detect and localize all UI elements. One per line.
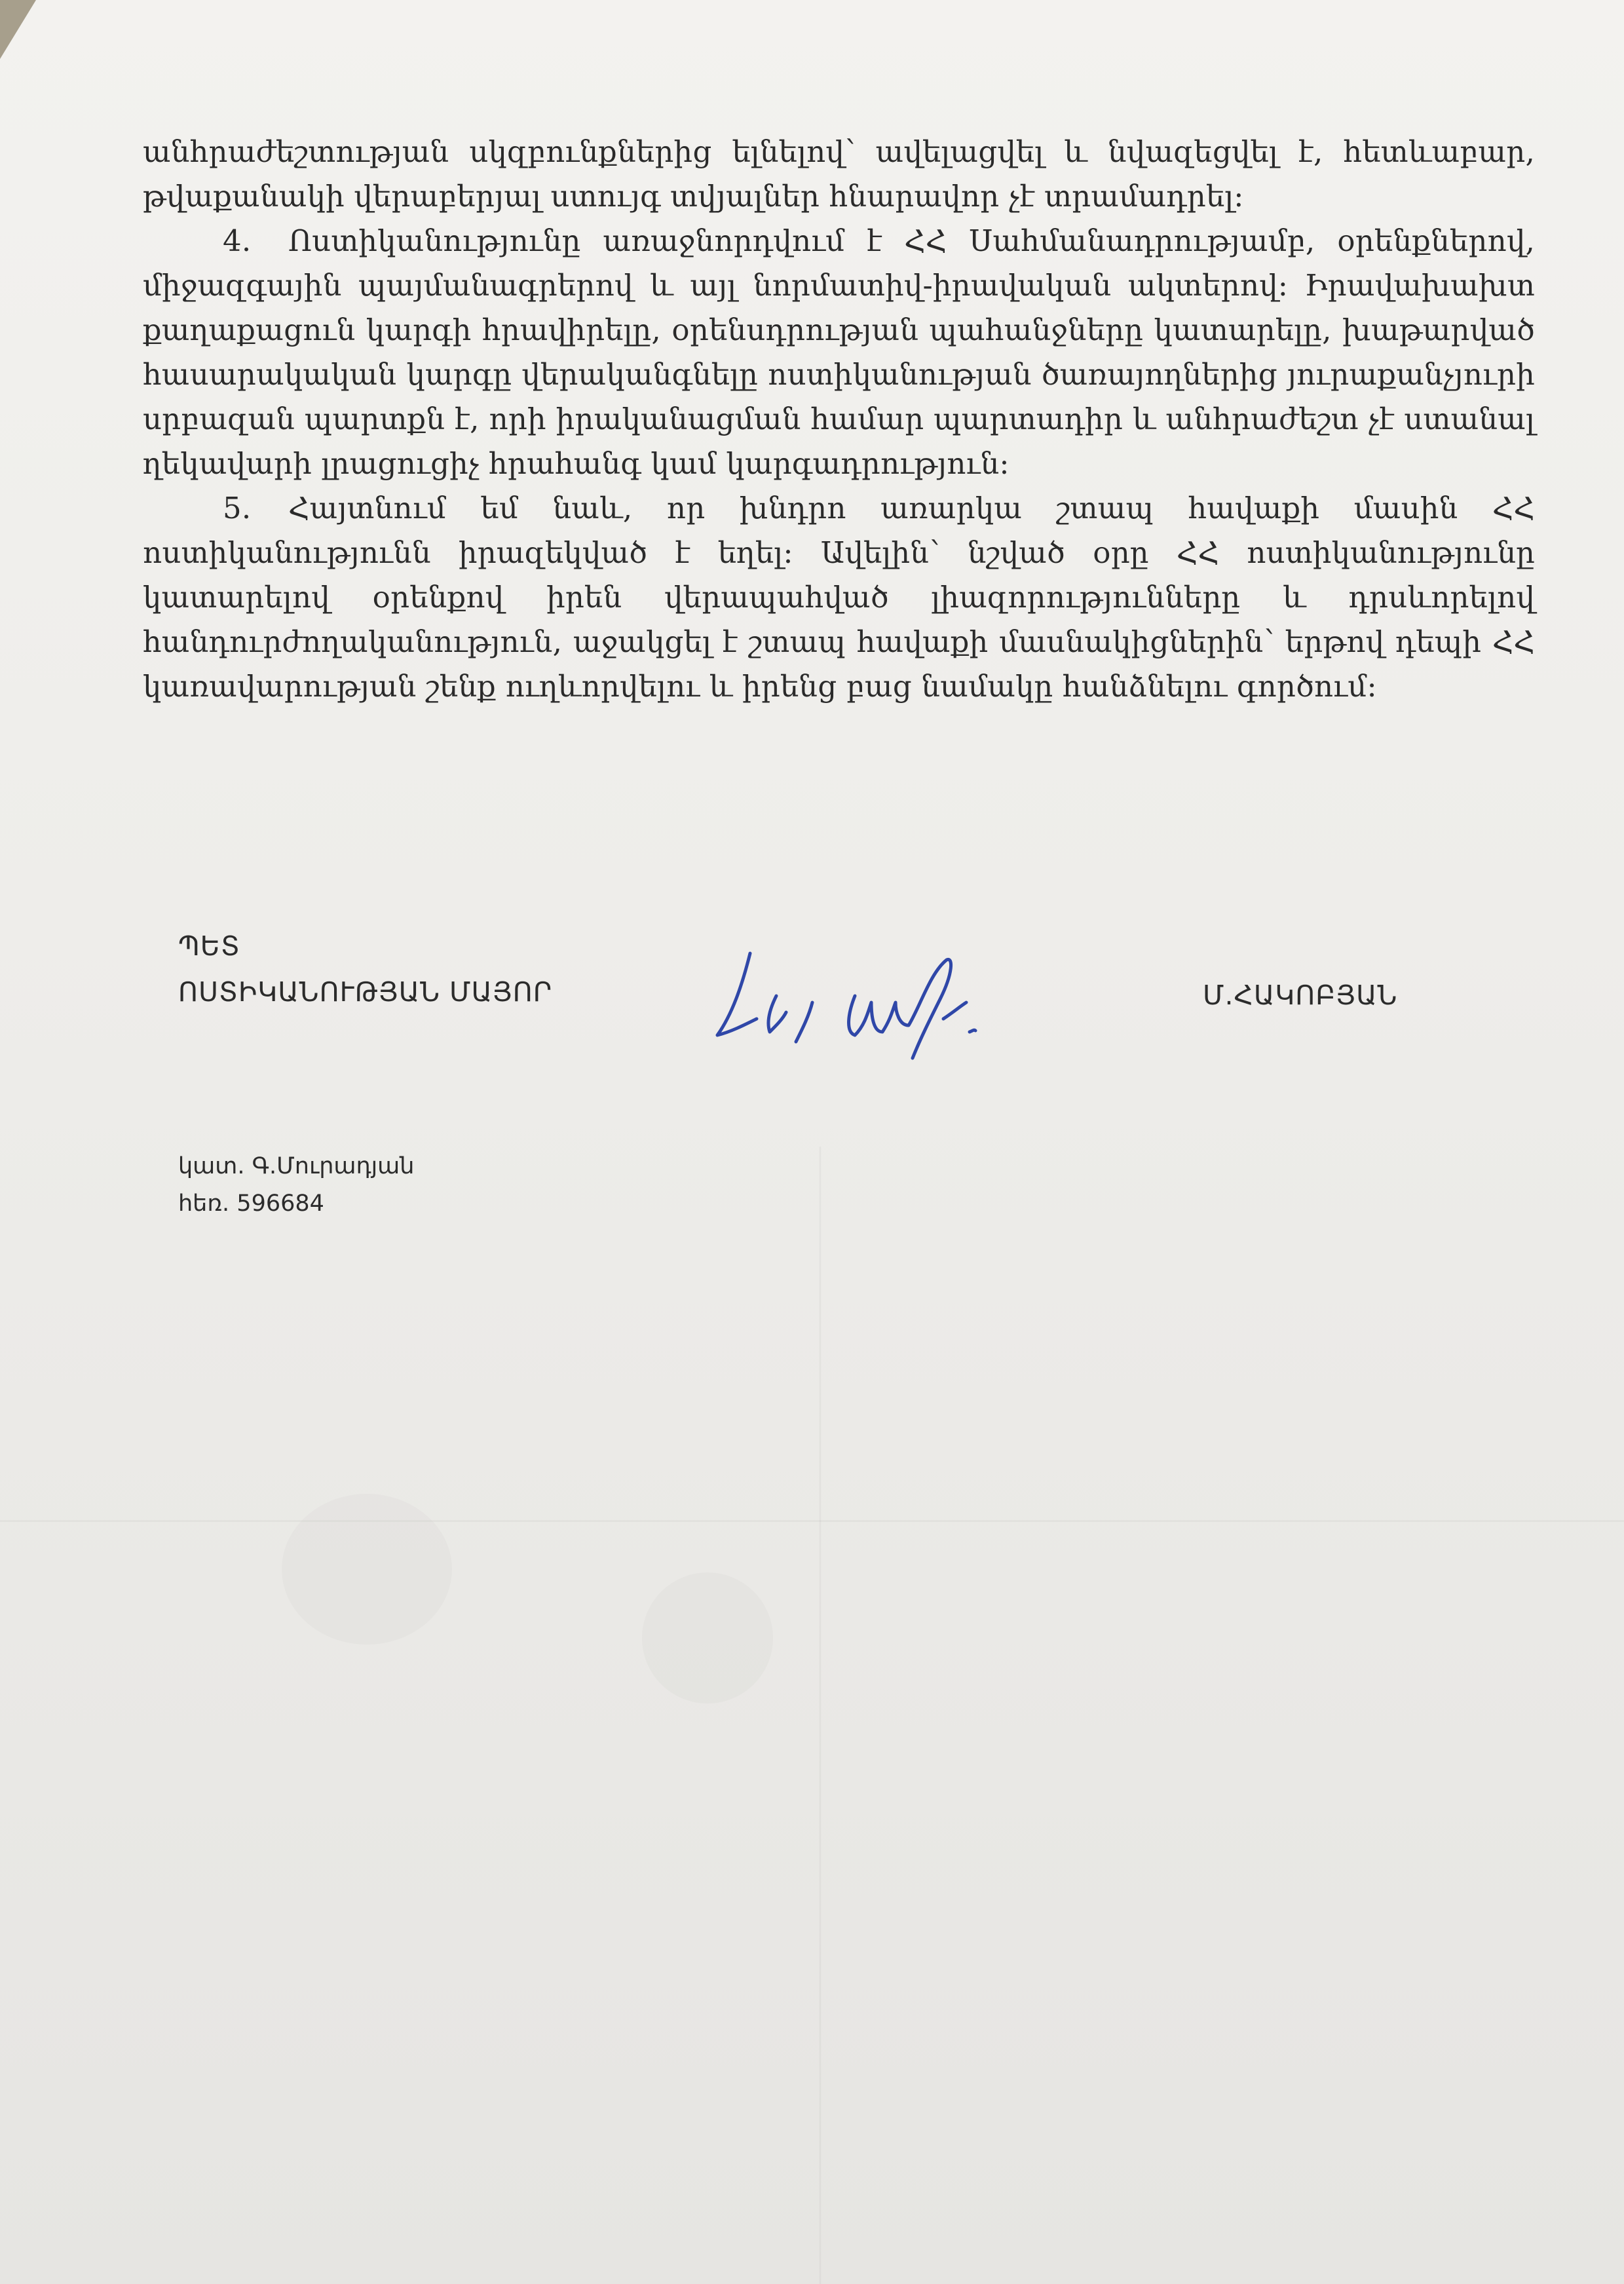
bleed-through-shadow (282, 1494, 452, 1645)
handwritten-signature (704, 927, 1045, 1071)
paragraph-text: անհրաժեշտության սկզբունքներից ելնելով՝ ավելացվել և նվազեցվել է, հետևաբար, թվաքանակի վերաբերյալ ստույգ տվյալներ հնարավոր չէ տրամադրել: (143, 134, 1535, 214)
bleed-through-shadow (642, 1572, 773, 1703)
paragraph-number: 5. (223, 491, 252, 525)
paragraph-4 (143, 219, 1535, 486)
paragraph-text: Ոստիկանությունը առաջնորդվում է ՀՀ Սահմանադրությամբ, օրենքներով, միջազգային պայմանագրերով և այլ նորմատիվ-իրավական ակտերով: Իրավախախտ քաղաքացուն կարգի հրավիրելը, օրենսդրության պահանջները կատարելը, խաթարված հասարակական կարգը վերականգնելը ոստիկանության ծառայողներից յուրաքանչյուրի սրբազան պարտքն է, որի իրականացման համար պարտադիր և անհրաժեշտ չէ ստանալ ղեկավարի լրացուցիչ հրահանգ կամ կարգադրություն: (143, 223, 1535, 481)
executor-name: կատ. Գ.Մուրադյան (178, 1153, 415, 1179)
paper-fold-line (819, 1147, 821, 2284)
paragraph-text: Հայտնում եմ նաև, որ խնդրո առարկա շտապ հավաքի մասին ՀՀ ոստիկանությունն իրազեկված է եղել: Ավելին՝ նշված օրը ՀՀ ոստիկանությունը կատարելով օրենքով իրեն վերապահված լիազորությունները և դրսևորելով հանդուրժողականություն, աջակցել է շտապ հավաքի մասնակիցներին՝ երթով դեպի ՀՀ կառավարության շենք ուղևորվելու և իրենց բաց նամակը հանձնելու գործում: (143, 491, 1535, 704)
document-body (143, 130, 1535, 709)
executor-phone: հեռ. 596684 (178, 1190, 324, 1217)
paper-fold-line-horizontal (0, 1520, 1624, 1522)
page-corner-shadow (0, 0, 36, 59)
signer-name: Մ.ՀԱԿՈԲՅԱՆ (1203, 980, 1398, 1011)
paragraph-continued (143, 130, 1535, 219)
signer-rank: ՈՍՏԻԿԱՆՈՒԹՅԱՆ ՄԱՅՈՐ (178, 976, 553, 1008)
signer-title: ՊԵՏ (178, 930, 240, 962)
paragraph-number: 4. (223, 223, 252, 258)
paragraph-5 (143, 486, 1535, 709)
